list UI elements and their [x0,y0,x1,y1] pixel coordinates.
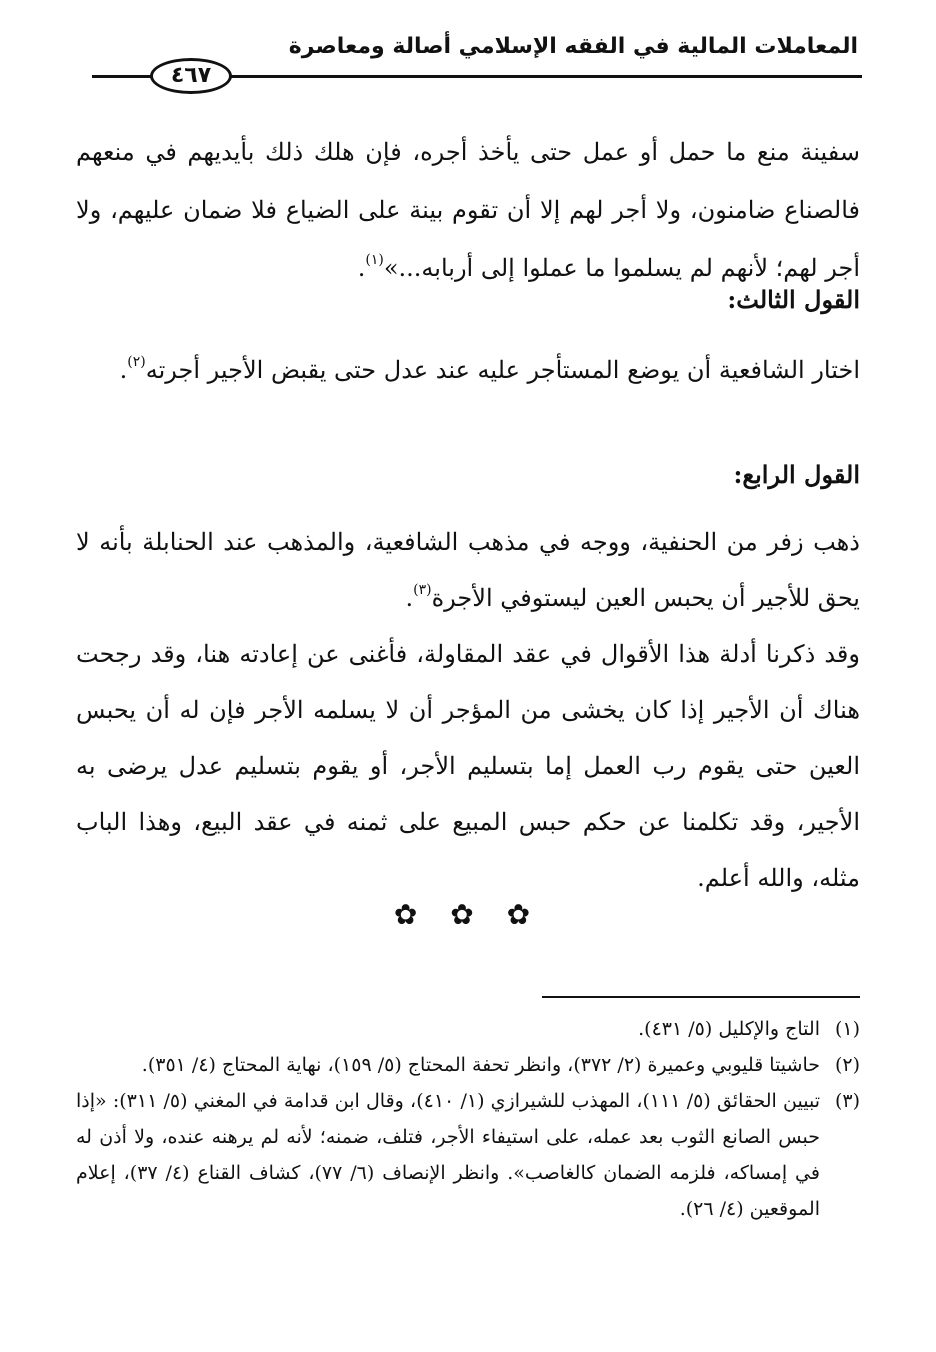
footnote-ref-3: (٣) [413,582,432,598]
paragraph-text: وقد ذكرنا أدلة هذا الأقوال في عقد المقاولة، فأغنى عن إعادته هنا، وقد رجحت هناك أن الأجير إذا كان يخشى من المؤجر أن لا يسلمه الأجر فإن له أن يحبس العين حتى يقوم رب العمل إما بتسليم الأجر، أو يقوم بتسليم عدل يرضى به الأجير، وقد تكلمنا عن حكم حبس المبيع على ثمنه في عقد البيع، وهذا الباب مثله، والله أعلم. [76,640,860,892]
footnote-3 [76,1083,860,1227]
paragraph-fourth-opinion [76,514,860,626]
paragraph-text: اختار الشافعية أن يوضع المستأجر عليه عند عدل حتى يقبض الأجير أجرته [145,356,860,384]
footnotes [76,1011,860,1227]
section-heading-fourth-opinion: القول الرابع: [733,460,860,489]
running-title: المعاملات المالية في الفقه الإسلامي أصالة ومعاصرة [288,34,858,59]
paragraph-end: . [119,356,128,384]
paragraph-third-opinion [76,343,860,397]
footnote-1 [76,1011,860,1047]
section-heading-third-opinion: القول الثالث: [727,285,860,314]
paragraph-end: . [357,254,366,282]
footnote-number: (٣) [834,1090,860,1112]
footnote-number: (٢) [834,1054,860,1076]
page-number: ٤٦٧ [150,58,232,94]
footnote-rule [542,996,860,998]
footnote-text: تبيين الحقائق (٥/ ١١١)، المهذب للشيرازي (١/ ٤١٠)، وقال ابن قدامة في المغني (٥/ ٣١١): «إذا حبس الصانع الثوب بعد عمله، على استيفاء الأجر، فتلف، ضمنه؛ لأنه لم يرهنه عنده، ولا أذن له في إمساكه، فلزمه الضمان كالغاصب». وانظر الإنصاف (٦/ ٧٧)، كشاف القناع (٤/ ٣٧)، إعلام الموقعين (٤/ ٢٦). [76,1090,820,1220]
paragraph-continuation [76,123,860,297]
paragraph-conclusion [76,626,860,906]
footnote-text: التاج والإكليل (٥/ ٤٣١). [638,1018,820,1040]
paragraph-text: سفينة منع ما حمل أو عمل حتى يأخذ أجره، فإن هلك ذلك بأيديهم في منعهم فالصناع ضامنون، ولا أجر لهم إلا أن تقوم بينة على الضياع فلا ضمان عليهم، ولا أجر لهم؛ لأنهم لم يسلموا ما عملوا إلى أربابه...» [76,138,861,282]
footnote-ref-1: (١) [365,252,384,268]
paragraph-text: ذهب زفر من الحنفية، ووجه في مذهب الشافعية، والمذهب عند الحنابلة بأنه لا يحق للأجير أن يحبس العين ليستوفي الأجرة [76,528,860,612]
ornament-divider-icon: ✿ ✿ ✿ [393,898,543,931]
footnote-text: حاشيتا قليوبي وعميرة (٢/ ٣٧٢)، وانظر تحفة المحتاج (٥/ ١٥٩)، نهاية المحتاج (٤/ ٣٥١). [141,1054,820,1076]
footnote-2 [76,1047,860,1083]
paragraph-end: . [405,584,414,612]
footnote-ref-2: (٢) [127,354,146,370]
footnote-number: (١) [834,1018,860,1040]
